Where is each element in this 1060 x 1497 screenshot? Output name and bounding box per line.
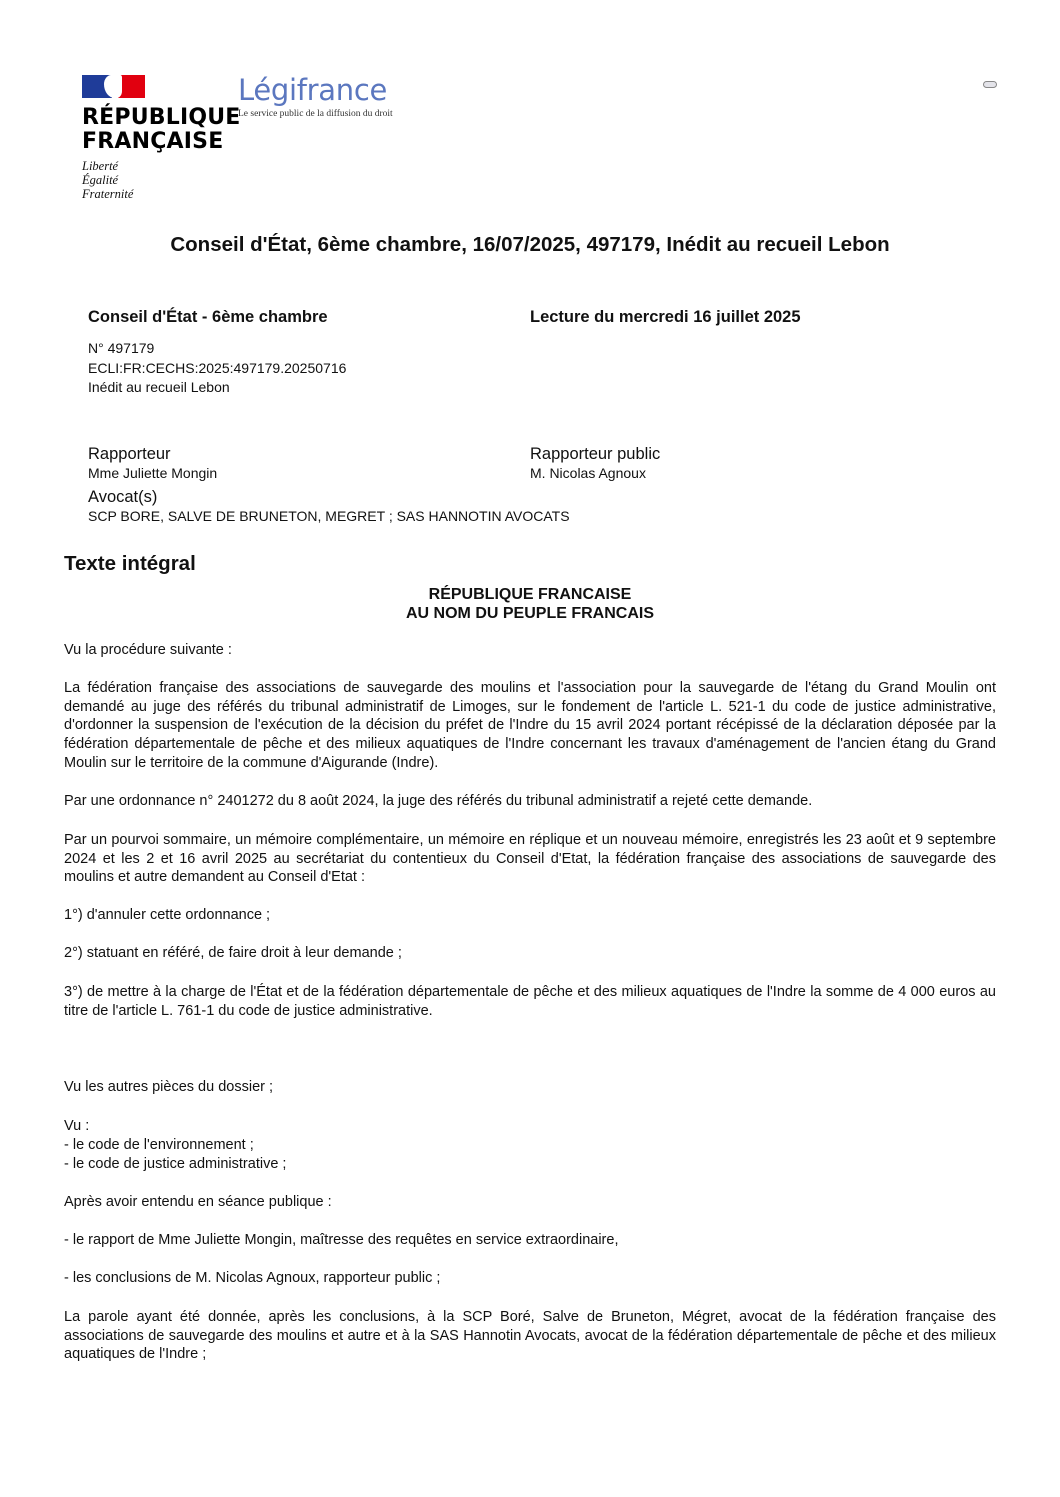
heading-republique: RÉPUBLIQUE FRANCAISE — [428, 586, 632, 603]
republique-label: RÉPUBLIQUE — [82, 105, 241, 130]
legifrance-name: Légifrance — [238, 73, 388, 107]
meta-juridiction — [88, 307, 346, 398]
rapporteur-label: Rapporteur — [88, 445, 171, 463]
heading-peuple: AU NOM DU PEUPLE FRANCAIS — [405, 605, 654, 622]
rapporteur-public — [530, 445, 660, 483]
meta-lecture — [530, 307, 801, 327]
paragraph: - le rapport de Mme Juliette Mongin, maîtresse des requêtes en service extraordinaire, — [64, 1232, 619, 1248]
paragraph: - le code de justice administrative ; — [64, 1156, 287, 1172]
rapporteur-value: Mme Juliette Mongin — [88, 465, 218, 481]
paragraph: Après avoir entendu en séance publique : — [64, 1194, 332, 1210]
legifrance-tagline: Le service public de la diffusion du droit — [238, 109, 393, 119]
numero: N° 497179 — [88, 340, 155, 356]
devise-egalite: Égalité — [82, 173, 119, 187]
paragraph: 2°) statuant en référé, de faire droit à leur demande ; — [64, 945, 402, 961]
paragraph: Par une ordonnance n° 2401272 du 8 août 2024, la juge des référés du tribunal administratif a rejeté cette demande. — [64, 793, 813, 809]
paragraph: 3°) de mettre à la charge de l'État et de la fédération départementale de pêche et des milieux aquatiques de l'Indre la somme de 4 000 euros au titre de l'article L. 761-1 du code de justice administrative. — [64, 984, 996, 1019]
publication: Inédit au recueil Lebon — [88, 379, 230, 395]
paragraph: Par un pourvoi sommaire, un mémoire complémentaire, un mémoire en réplique et un nouveau mémoire, enregistrés les 23 août et 9 septembre 2024 et les 2 et 16 avril 2025 au secrétariat du contentieux du Conseil d'Etat, la fédération française des associations de sauvegarde des moulins et autre demandent au Conseil d'Etat : — [64, 832, 996, 886]
paragraph: La parole ayant été donnée, après les conclusions, à la SCP Boré, Salve de Bruneton, Mégret, avocat de la fédération française des associations de sauvegarde des moulins et autre et à la SAS Hannotin Avocats, avocat de la fédération départementale de pêche et des milieux aquatiques de l'Indre ; — [64, 1309, 996, 1363]
legifrance-logo — [238, 72, 393, 119]
paragraph: - les conclusions de M. Nicolas Agnoux, rapporteur public ; — [64, 1270, 441, 1286]
devise-liberte: Liberté — [82, 159, 119, 173]
document-title: Conseil d'État, 6ème chambre, 16/07/2025, 497179, Inédit au recueil Lebon — [170, 233, 890, 256]
marianne-flag-icon — [82, 75, 145, 98]
ecli: ECLI:FR:CECHS:2025:497179.20250716 — [88, 359, 347, 376]
juridiction: Conseil d'État - 6ème chambre — [88, 308, 328, 326]
avocats-label: Avocat(s) — [88, 488, 158, 506]
paragraph: - le code de l'environnement ; — [64, 1137, 254, 1153]
paragraph: Vu la procédure suivante : — [64, 642, 232, 658]
devise-fraternite: Fraternité — [82, 187, 134, 201]
rapporteur — [88, 445, 217, 483]
avocats-value: SCP BORE, SALVE DE BRUNETON, MEGRET ; SAS HANNOTIN AVOCATS — [88, 508, 570, 524]
rapporteur-public-value: M. Nicolas Agnoux — [530, 465, 646, 481]
avocats — [88, 488, 570, 526]
paragraph: Vu les autres pièces du dossier ; — [64, 1079, 274, 1095]
francaise-label: FRANÇAISE — [82, 129, 224, 154]
decision-heading — [0, 585, 1060, 623]
paragraph: Vu : — [64, 1118, 90, 1134]
paragraph: 1°) d'annuler cette ordonnance ; — [64, 907, 271, 923]
paragraph: La fédération française des associations de sauvegarde des moulins et l'association pour la sauvegarde de l'étang du Grand Moulin ont demandé au juge des référés du tribunal administratif de Limoges, sur le fondement de l'article L. 521-1 du code de justice administrative, d'ordonner la suspension de l'exécution de la décision du préfet de l'Indre du 15 avril 2024 portant récépissé de la déclaration déposée par la fédération départementale de pêche et des milieux aquatiques de l'Indre concernant les travaux d'aménagement de l'ancien étang du Grand Moulin sur le territoire de la commune d'Aigurande (Indre). — [64, 680, 996, 771]
texte-integral-heading: Texte intégral — [64, 552, 196, 575]
toggle-pill-icon — [983, 81, 997, 88]
republique-francaise-logo — [82, 75, 241, 201]
lecture-date: Lecture du mercredi 16 juillet 2025 — [530, 308, 801, 326]
devise — [82, 159, 241, 201]
rapporteur-public-label: Rapporteur public — [530, 445, 661, 463]
